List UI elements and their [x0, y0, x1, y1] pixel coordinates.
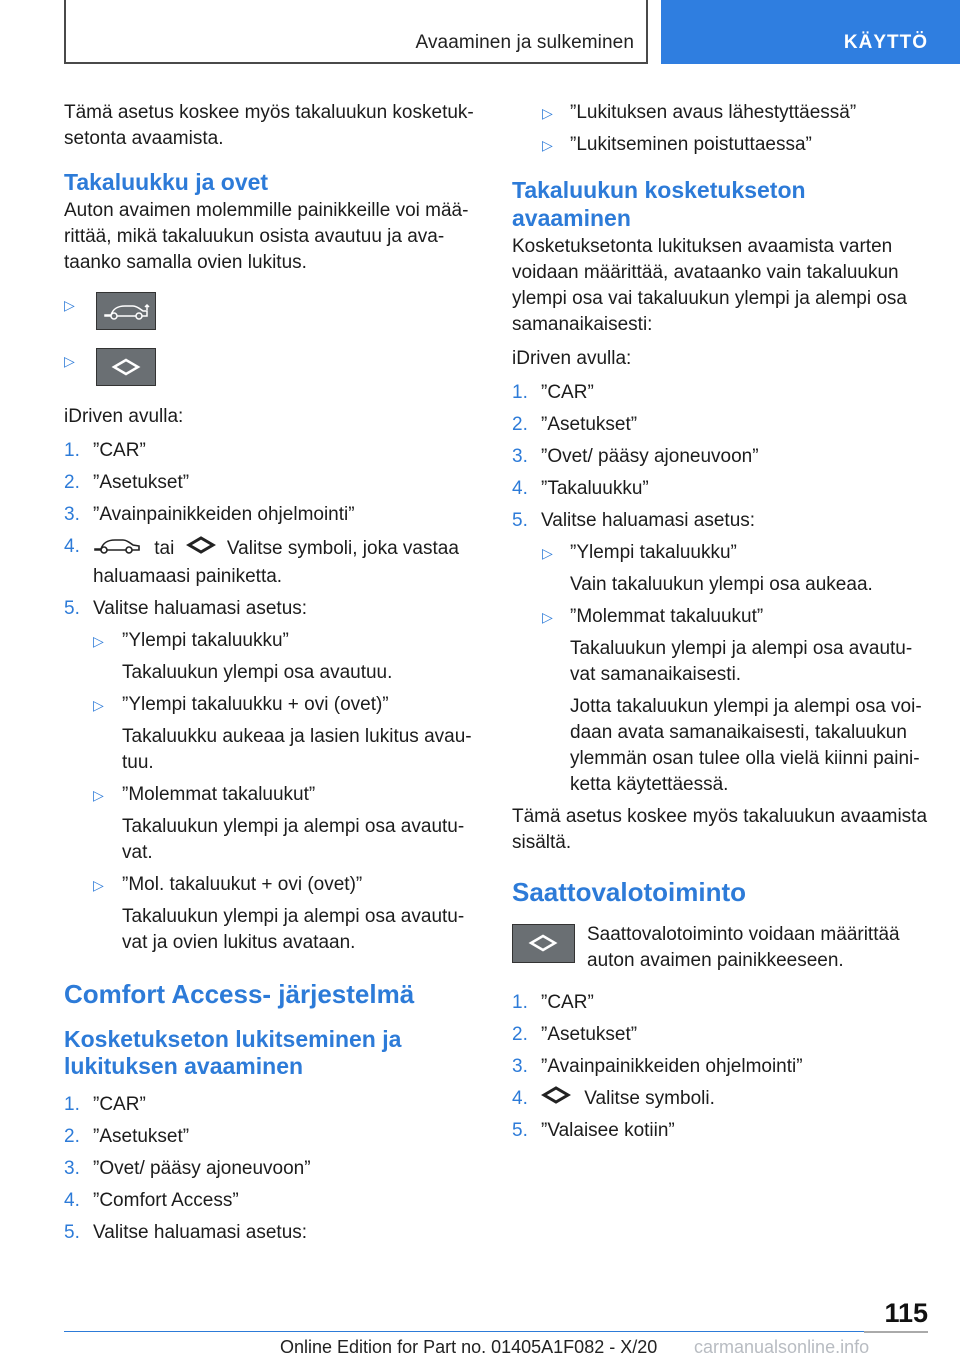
step-text: ”CAR” [541, 382, 594, 403]
step-number: 3. [64, 1158, 80, 1179]
option-title: ”Lukitseminen poistuttaessa” [570, 134, 812, 155]
step-text: ”Asetukset” [93, 1126, 190, 1147]
step-text: ”Valaisee kotiin” [541, 1120, 675, 1142]
option-description: Vain takaluukun ylempi osa aukeaa. [570, 574, 873, 595]
step-number: 2. [512, 1024, 528, 1045]
list-item [64, 1188, 478, 1214]
list-item [64, 596, 478, 622]
triangle-bullet-icon: ▷ [93, 877, 104, 893]
step-text: ”Asetukset” [93, 472, 190, 493]
step-number: 4. [64, 536, 80, 557]
list-item [512, 990, 928, 1016]
step-text: ”Avainpainikkeiden ohjelmointi” [541, 1056, 803, 1077]
step-text: Valitse symboli, joka vastaa haluamaasi painiketta. [93, 538, 459, 587]
list-item [512, 412, 928, 438]
step-text: Valitse haluamasi asetus: [541, 510, 756, 531]
list-item [512, 508, 928, 534]
triangle-bullet-icon: ▷ [542, 137, 553, 153]
step-number: 1. [512, 382, 528, 403]
step-number: 5. [512, 1120, 528, 1142]
section-header [64, 0, 648, 64]
escort-light-text: Saattovalotoiminto voidaan määrittää auton avaimen painikkeeseen. [587, 924, 900, 971]
list-item [512, 1054, 928, 1080]
step-number: 1. [64, 440, 80, 461]
footer-divider-gray [864, 1331, 928, 1333]
left-column [64, 100, 478, 1252]
option-description: Takaluukun ylempi osa avautuu. [122, 662, 393, 683]
option-description: Takaluukku aukeaa ja lasien lukitus avau-tuu. [122, 726, 472, 773]
triangle-bullet-icon: ▷ [542, 545, 553, 561]
diamond-icon [186, 536, 216, 562]
car-tailgate-button-icon [96, 292, 156, 330]
option-description: Takaluukun ylempi ja alempi osa avautu-vat ja ovien lukitus avataan. [122, 906, 465, 953]
icon-bullet-diamond [64, 348, 478, 390]
step-text: ”CAR” [541, 992, 594, 1013]
list-item [64, 502, 478, 528]
car-tailgate-icon [93, 534, 143, 564]
chapter-title: KÄYTTÖ [843, 32, 928, 53]
heading-keyless: Kosketukseton lukitseminen ja lukituksen avaaminen [64, 1026, 402, 1079]
right-column [512, 100, 928, 1150]
list-item [512, 444, 928, 470]
option-title: ”Lukituksen avaus lähestyttäessä” [570, 102, 857, 123]
section-title: Avaaminen ja sulkeminen [415, 32, 634, 53]
triangle-bullet-icon: ▷ [93, 697, 104, 713]
option-item [64, 692, 478, 718]
option-title: ”Ylempi takaluukku” [122, 630, 289, 651]
idrive-label: iDriven avulla: [64, 406, 184, 427]
step-number: 1. [64, 1094, 80, 1115]
keyless-text: Kosketuksetonta lukituksen avaamista varten voidaan määrittää, avataanko vain takaluukun ylempi osa vai takaluukun ylempi ja alempi osa samanaikaisesti: [512, 236, 907, 335]
list-item [64, 1220, 478, 1246]
heading-escort-light: Saattovalotoiminto [512, 877, 747, 907]
list-item [64, 1156, 478, 1182]
step-number: 4. [512, 478, 528, 499]
triangle-bullet-icon: ▷ [542, 609, 553, 625]
triangle-bullet-icon: ▷ [93, 633, 104, 649]
step-text: ”CAR” [93, 1094, 146, 1115]
step-text: ”Comfort Access” [93, 1190, 239, 1211]
list-item [64, 534, 478, 590]
step-text: Valitse symboli. [584, 1088, 715, 1110]
step-text: ”CAR” [93, 440, 146, 461]
list-item [64, 470, 478, 496]
option-description: Takaluukun ylempi ja alempi osa avautu-vat samanaikaisesti. [570, 638, 913, 685]
step-number: 3. [512, 1056, 528, 1077]
step-number: 3. [64, 504, 80, 525]
footer-divider [64, 1331, 864, 1332]
footer-edition: Online Edition for Part no. 01405A1F082 - X/20 [280, 1337, 658, 1357]
step-number: 4. [512, 1088, 528, 1109]
option-item [512, 132, 928, 158]
list-item [512, 1022, 928, 1048]
option-description: Takaluukun ylempi ja alempi osa avautu-vat. [122, 816, 465, 863]
intro-text: Tämä asetus koskee myös takaluukun kosketuk-setonta avaamista. [64, 102, 474, 149]
list-item [512, 1118, 928, 1144]
diamond-button-icon [96, 348, 156, 386]
option-item [512, 100, 928, 126]
option-item [512, 540, 928, 566]
option-item [64, 628, 478, 654]
option-item [64, 782, 478, 808]
tailgate-text: Auton avaimen molemmille painikkeille voi mää-rittää, mikä takaluukun osista avautuu ja ava-taanko samalla ovien lukitus. [64, 200, 469, 273]
step-number: 2. [64, 1126, 80, 1147]
step-number: 2. [64, 472, 80, 493]
page-number: 115 [884, 1298, 928, 1328]
step-number: 1. [512, 992, 528, 1013]
triangle-bullet-icon: ▷ [93, 787, 104, 803]
chapter-tab [661, 0, 960, 64]
step-text: ”Takaluukku” [541, 478, 649, 499]
heading-tailgate-keyless: Takaluukun kosketukseton avaaminen [512, 177, 806, 231]
list-item [64, 438, 478, 464]
option-title: ”Ylempi takaluukku” [570, 542, 737, 563]
step-number: 5. [64, 1222, 80, 1243]
heading-comfort-access: Comfort Access- järjestelmä [64, 979, 415, 1009]
list-item [512, 380, 928, 406]
option-note: Jotta takaluukun ylempi ja alempi osa voi-daan avata samanaikaisesti, takaluukun ylemmän osan tulee olla vielä kiinni paini-ketta käytettäessä. [570, 696, 922, 795]
option-title: ”Ylempi takaluukku + ovi (ovet)” [122, 694, 389, 715]
step-text: ”Asetukset” [541, 414, 638, 435]
triangle-bullet-icon: ▷ [542, 105, 553, 121]
step-text: ”Ovet/ pääsy ajoneuvoon” [93, 1158, 311, 1179]
list-item [512, 1086, 928, 1112]
interior-note: Tämä asetus koskee myös takaluukun avaamista sisältä. [512, 806, 928, 853]
step-number: 2. [512, 414, 528, 435]
step-number: 5. [512, 510, 528, 531]
watermark: carmanualsonline.info [694, 1337, 870, 1357]
diamond-button-icon [512, 924, 575, 963]
heading-tailgate-doors: Takaluukku ja ovet [64, 169, 269, 195]
step-text: Valitse haluamasi asetus: [93, 598, 308, 619]
option-title: ”Molemmat takaluukut” [570, 606, 764, 627]
escort-light-row [512, 922, 928, 974]
triangle-bullet-icon: ▷ [64, 297, 75, 313]
triangle-bullet-icon: ▷ [64, 353, 75, 369]
option-title: ”Molemmat takaluukut” [122, 784, 316, 805]
idrive-label: iDriven avulla: [512, 348, 632, 369]
list-item [64, 1092, 478, 1118]
step-number: 4. [64, 1190, 80, 1211]
or-text: tai [154, 538, 175, 560]
list-item [64, 1124, 478, 1150]
option-title: ”Mol. takaluukut + ovi (ovet)” [122, 874, 363, 895]
step-text: Valitse haluamasi asetus: [93, 1222, 308, 1243]
option-item [512, 604, 928, 630]
step-text: ”Asetukset” [541, 1024, 638, 1045]
step-text: ”Ovet/ pääsy ajoneuvoon” [541, 446, 759, 467]
step-text: ”Avainpainikkeiden ohjelmointi” [93, 504, 355, 525]
list-item [512, 476, 928, 502]
step-number: 5. [64, 598, 80, 619]
step-number: 3. [512, 446, 528, 467]
diamond-icon [541, 1086, 571, 1112]
icon-bullet-car [64, 292, 478, 334]
option-item [64, 872, 478, 898]
